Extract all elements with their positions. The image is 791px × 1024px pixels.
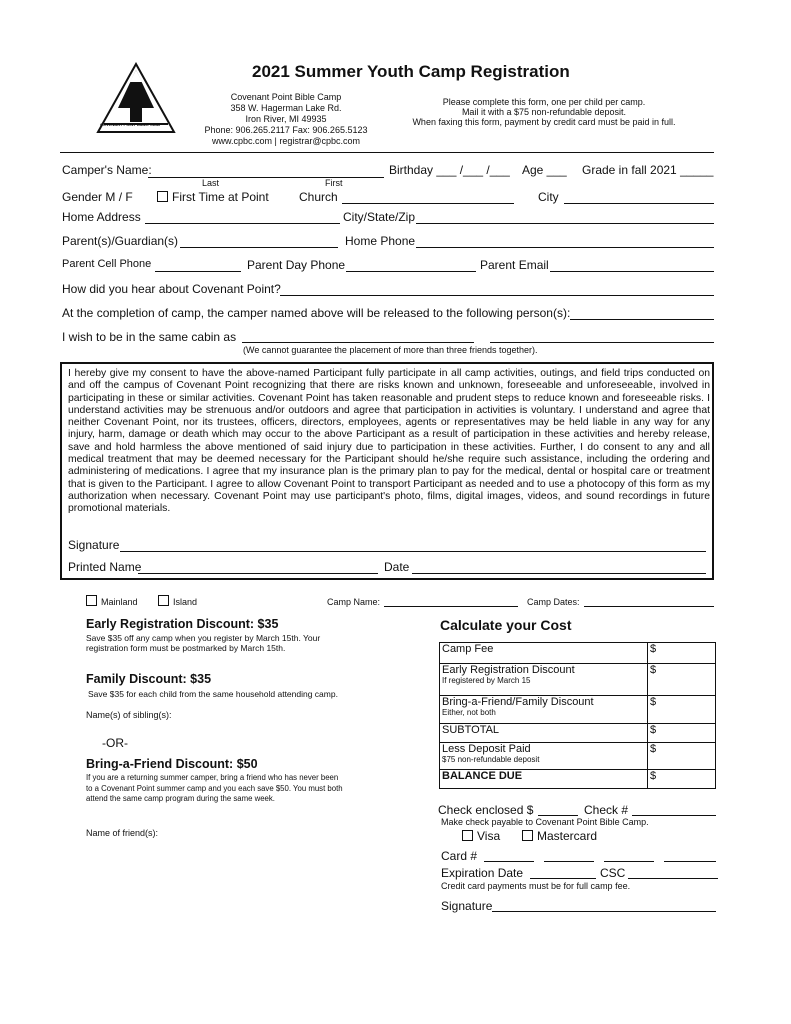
consent-signature-field[interactable] — [120, 551, 706, 552]
gender-field[interactable]: Gender M / F — [62, 190, 133, 204]
consent-text: I hereby give my consent to have the above-named Participant fully participate in all camp activities, outings, and field trips conducted on and off the campus of Covenant Point recognizing that there are risks known and unknown, foreseeable and unforeseeable, involved in participating in these or similar activities. Covenant Point has taken reasonable and prudent steps to reduce known and foreseeable risks. I understand activities may be strenuous and/or outdoors and agree that participation in activities is voluntary. I understand and agree that neither Covenant Point, nor its trustees, officers, directors, employees, agents or representatives may be held liable in any way for any injury, harm, damage or death which may occur to the above Participant as a result of participation in these activities and hereby release, save and hold harmless the above mentioned of said injury due to participation in these activities. Further, I do consent to any and all medical treatment that may be deemed necessary for the Participant should he/she require such assistance, including the ordering and administering of medications. I agree that my insurance plan is the primary plan to pay for the medical, dental or hospital care or treatment that is given to the Participant. I agree to allow Covenant Point to transport Participant as needed and to use a photocopy of this form as my authorization when necessary. Covenant Point may use participant's photo, films, digital images, videos, and sound recordings in future promotional materials. — [68, 368, 710, 515]
date-field[interactable] — [412, 573, 706, 574]
first-time-checkbox[interactable] — [157, 191, 168, 202]
cost-value-field[interactable]: $ — [648, 664, 716, 696]
parent-email-field[interactable] — [550, 271, 714, 272]
church-label: Church — [299, 190, 338, 204]
how-hear-label: How did you hear about Covenant Point? — [62, 282, 281, 296]
expiration-label: Expiration Date — [441, 866, 524, 880]
instruction-line: Please complete this form, one per child per camp. — [442, 97, 646, 107]
payment-signature-field[interactable] — [492, 911, 716, 912]
card-number-field-3[interactable] — [604, 861, 654, 862]
credit-card-note: Credit card payments must be for full camp fee. — [441, 881, 631, 891]
cost-row-deposit — [440, 743, 716, 770]
cost-label-text: Bring-a-Friend/Family Discount — [442, 696, 594, 708]
cabin-note: (We cannot guarantee the placement of more than three friends together). — [243, 345, 538, 355]
mainland-option[interactable] — [86, 595, 138, 607]
cabin-field-1[interactable] — [242, 342, 474, 343]
address-line: 358 W. Hagerman Lake Rd. — [230, 103, 342, 113]
mainland-checkbox[interactable] — [86, 595, 97, 606]
cabin-label: I wish to be in the same cabin as — [62, 330, 237, 344]
visa-label: Visa — [477, 829, 501, 843]
csc-field[interactable] — [628, 878, 718, 879]
check-payable-note: Make check payable to Covenant Point Bible Camp. — [441, 817, 649, 827]
home-phone-field[interactable] — [416, 247, 714, 248]
card-number-field-1[interactable] — [484, 861, 534, 862]
home-address-field[interactable] — [145, 223, 340, 224]
header-rule — [60, 152, 714, 153]
camp-address — [196, 92, 376, 147]
logo-text: COVENANT POINT BIBLE CAMP — [100, 122, 162, 127]
address-line: Iron River, MI 49935 — [245, 114, 327, 124]
family-discount-title: Family Discount: $35 — [86, 672, 212, 686]
early-discount-desc — [86, 633, 320, 653]
cost-sub-text: If registered by March 15 — [442, 676, 531, 685]
payment-signature-label: Signature — [441, 899, 493, 913]
cost-title: Calculate your Cost — [440, 617, 572, 633]
card-number-field-2[interactable] — [544, 861, 594, 862]
grade-field[interactable]: Grade in fall 2021 _____ — [582, 163, 714, 177]
mastercard-checkbox[interactable] — [522, 830, 533, 841]
visa-option[interactable] — [462, 829, 500, 843]
cost-label — [440, 724, 648, 743]
printed-name-label: Printed Name — [68, 560, 142, 574]
date-label: Date — [384, 560, 410, 574]
family-discount-desc: Save $35 for each child from the same household attending camp. — [88, 689, 338, 699]
address-line: Covenant Point Bible Camp — [230, 92, 342, 102]
early-desc-line: registration form must be postmarked by March 15th. — [86, 643, 286, 653]
early-desc-line: Save $35 off any camp when you register by March 15th. Your — [86, 633, 321, 643]
parents-field[interactable] — [180, 247, 338, 248]
expiration-field[interactable] — [530, 878, 596, 879]
cost-row-early — [440, 664, 716, 696]
how-hear-field[interactable] — [280, 295, 714, 296]
parent-day-field[interactable] — [346, 271, 476, 272]
printed-name-field[interactable] — [138, 573, 378, 574]
mainland-label: Mainland — [101, 597, 138, 607]
parent-cell-label: Parent Cell Phone — [62, 258, 152, 270]
address-line: www.cpbc.com | registrar@cpbc.com — [211, 136, 360, 146]
island-checkbox[interactable] — [158, 595, 169, 606]
camp-dates-label: Camp Dates: — [527, 597, 580, 607]
home-address-label: Home Address — [62, 210, 141, 224]
cost-table — [439, 642, 716, 789]
cost-label — [440, 770, 648, 789]
csc-label: CSC — [600, 866, 626, 880]
check-number-label: Check # — [584, 803, 629, 817]
cost-label-text: BALANCE DUE — [442, 770, 523, 782]
siblings-label: Name(s) of sibling(s): — [86, 710, 172, 720]
first-time-label: First Time at Point — [172, 190, 269, 204]
cost-label — [440, 643, 648, 664]
age-field[interactable]: Age ___ — [522, 163, 567, 177]
campers-name-label: Camper's Name: — [62, 163, 152, 177]
camp-name-field[interactable] — [384, 606, 518, 607]
check-amount-field[interactable] — [538, 815, 578, 816]
parent-day-label: Parent Day Phone — [247, 258, 346, 272]
card-number-label: Card # — [441, 849, 478, 863]
check-number-field[interactable] — [632, 815, 716, 816]
check-enclosed-label: Check enclosed $ — [438, 803, 534, 817]
friend-desc-line: attend the same camp program during the same week. — [86, 794, 275, 803]
camp-name-label: Camp Name: — [327, 597, 381, 607]
camp-logo — [96, 62, 176, 134]
city-field[interactable] — [564, 203, 714, 204]
cost-row-balance — [440, 770, 716, 789]
cost-row-friend-family — [440, 696, 716, 724]
cost-label-text: SUBTOTAL — [442, 724, 500, 736]
page-title: 2021 Summer Youth Camp Registration — [252, 62, 570, 81]
island-label: Island — [173, 597, 198, 607]
first-name-caption: First — [325, 178, 343, 188]
cost-value-field[interactable]: $ — [648, 724, 716, 743]
address-line: Phone: 906.265.2117 Fax: 906.265.5123 — [204, 125, 368, 135]
cost-row-camp-fee — [440, 643, 716, 664]
home-phone-label: Home Phone — [345, 234, 416, 248]
cost-row-subtotal — [440, 724, 716, 743]
card-number-field-4[interactable] — [664, 861, 716, 862]
cost-value-field[interactable]: $ — [648, 696, 716, 724]
friend-discount-title: Bring-a-Friend Discount: $50 — [86, 757, 258, 771]
cost-label-text: Camp Fee — [442, 643, 494, 655]
cost-value-field[interactable]: $ — [648, 643, 716, 664]
cost-label — [440, 743, 648, 770]
consent-box — [60, 362, 714, 580]
friend-discount-desc — [86, 773, 343, 805]
mastercard-option[interactable] — [522, 829, 597, 843]
cost-label — [440, 664, 648, 696]
city-state-zip-label: City/State/Zip — [343, 210, 416, 224]
cost-label-text: Less Deposit Paid — [442, 743, 531, 755]
city-state-zip-field[interactable] — [416, 223, 714, 224]
or-separator: -OR- — [102, 736, 128, 750]
parent-cell-field[interactable] — [155, 271, 241, 272]
instruction-line: Mail it with a $75 non-refundable deposit. — [461, 107, 627, 117]
campers-name-field[interactable] — [148, 177, 384, 178]
release-field[interactable] — [570, 319, 714, 320]
visa-checkbox[interactable] — [462, 830, 473, 841]
cost-sub-text: $75 non-refundable deposit — [442, 755, 540, 764]
form-instructions — [396, 97, 692, 127]
parents-label: Parent(s)/Guardian(s) — [62, 234, 179, 248]
parent-email-label: Parent Email — [480, 258, 549, 272]
city-label: City — [538, 190, 559, 204]
friend-desc-line: If you are a returning summer camper, bring a friend who has never been — [86, 773, 339, 782]
mastercard-label: Mastercard — [537, 829, 598, 843]
early-discount-title: Early Registration Discount: $35 — [86, 617, 279, 631]
release-label: At the completion of camp, the camper named above will be released to the following person(s): — [62, 306, 571, 320]
island-option[interactable] — [158, 595, 197, 607]
cost-value-field[interactable]: $ — [648, 743, 716, 770]
birthday-field[interactable]: Birthday ___ /___ /___ — [389, 163, 510, 177]
cost-label — [440, 696, 648, 724]
cabin-field-2[interactable] — [490, 342, 714, 343]
friend-desc-line: to a Covenant Point summer camp and you each save $50. You must both — [86, 783, 343, 793]
cost-label-text: Early Registration Discount — [442, 664, 575, 676]
first-time-option[interactable] — [157, 190, 269, 204]
last-name-caption: Last — [202, 178, 220, 188]
cost-value-field[interactable]: $ — [648, 770, 716, 789]
camp-dates-field[interactable] — [584, 606, 714, 607]
instruction-line: When faxing this form, payment by credit card must be paid in full. — [412, 117, 676, 127]
friends-label: Name of friend(s): — [86, 828, 159, 838]
consent-signature-label: Signature — [68, 538, 120, 552]
cost-sub-text: Either, not both — [442, 708, 496, 717]
church-field[interactable] — [342, 203, 514, 204]
